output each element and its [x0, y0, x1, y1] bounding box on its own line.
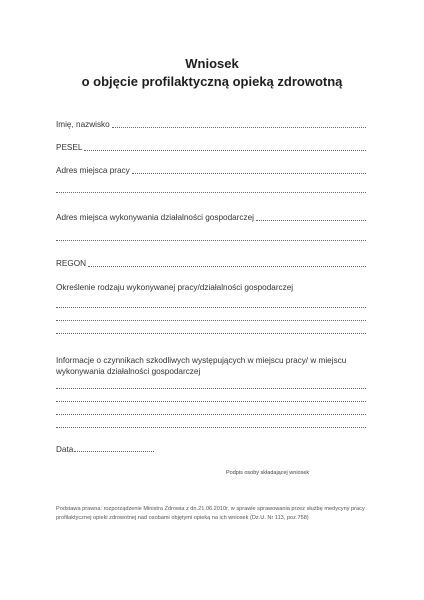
work-address-line-2[interactable]	[56, 192, 366, 193]
work-address-label: Adres miejsca pracy	[56, 166, 130, 175]
work-type-label: Określenie rodzaju wykonywanej pracy/działalności gospodarczej	[56, 283, 294, 292]
signature-caption: Podpis osoby składającej wniosek	[226, 470, 310, 476]
legal-basis-footnote: Podstawa prawna: rozporządzenie Ministra Zdrowia z dn.21.06.2010r. w sprawie sprawowania przez służbę medycyny pracy profilaktycznej opieki zdrowotnej nad osobami objętymi opieką na ich wniosek (Dz.U. Nr 113, poz.758)	[56, 506, 365, 521]
pesel-field[interactable]	[56, 141, 366, 153]
regon-label: REGON	[56, 259, 87, 268]
form-subtitle: o objęcie profilaktyczną opieką zdrowotną	[81, 74, 343, 89]
work-type-line-1[interactable]	[56, 307, 366, 308]
business-address-line-2[interactable]	[56, 240, 366, 241]
business-address-field[interactable]	[56, 211, 366, 223]
name-label: Imię, nazwisko	[56, 120, 110, 129]
form-title: Wniosek	[185, 56, 239, 71]
work-type-line-3[interactable]	[56, 333, 366, 334]
regon-dotted-line	[88, 266, 366, 267]
harmful-factors-line-2[interactable]	[56, 401, 366, 402]
business-address-dotted-line	[256, 220, 366, 221]
work-address-dotted-line	[132, 173, 366, 174]
harmful-factors-line-4[interactable]	[56, 427, 366, 428]
pesel-label: PESEL	[56, 143, 83, 152]
work-type-line-2[interactable]	[56, 320, 366, 321]
date-label: Data	[56, 445, 74, 454]
pesel-dotted-line	[84, 150, 366, 151]
name-field[interactable]	[56, 118, 366, 130]
work-address-field[interactable]	[56, 164, 366, 176]
harmful-factors-line-3[interactable]	[56, 414, 366, 415]
date-dotted-line	[74, 451, 154, 452]
business-address-label: Adres miejsca wykonywania działalności gospodarczej	[56, 213, 254, 222]
harmful-factors-label: Informacje o czynnikach szkodliwych występujących w miejscu pracy/ w miejscu wykonywania działalności gospodarczej	[56, 356, 347, 376]
regon-field[interactable]	[56, 257, 366, 269]
name-dotted-line	[112, 127, 366, 128]
date-field[interactable]	[56, 442, 154, 454]
harmful-factors-line-1[interactable]	[56, 388, 366, 389]
